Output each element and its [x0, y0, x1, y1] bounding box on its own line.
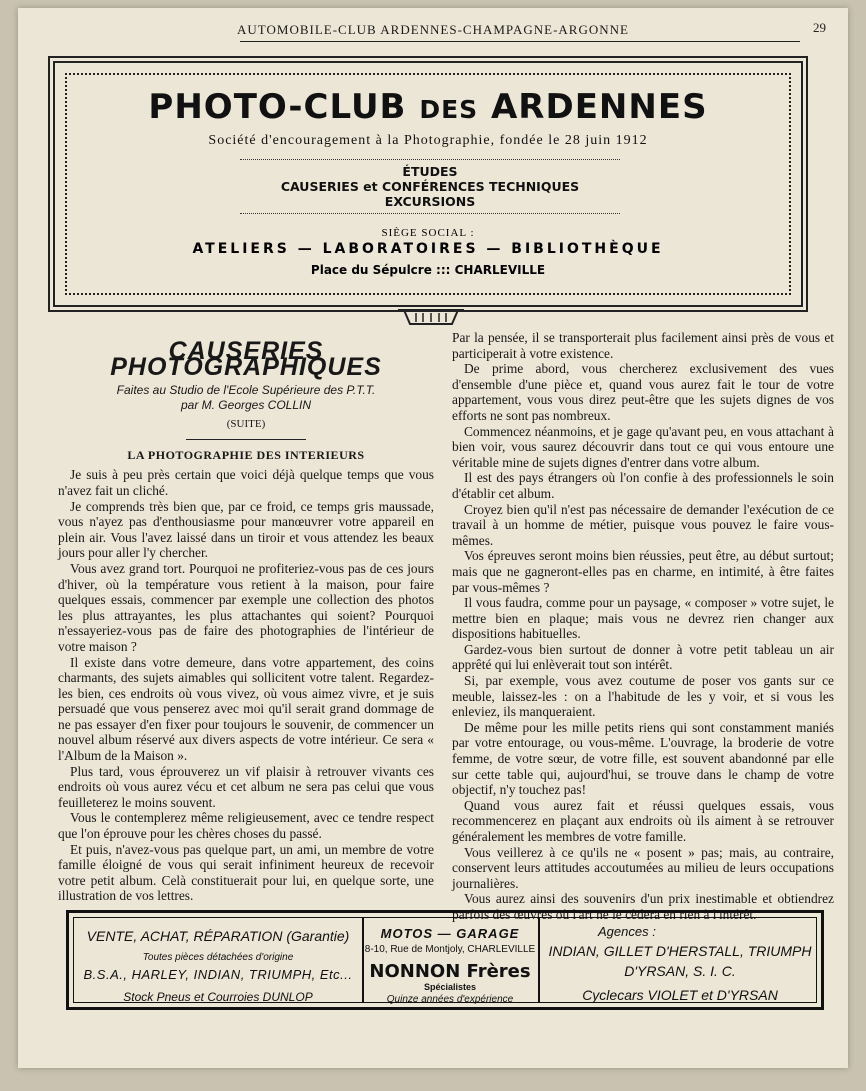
advert-mid-e: Quinze années d'expérience [386, 994, 514, 1005]
paragraph: Vous aurez ainsi des souvenirs d'un prix inestimable et obtiendrez parfois des œuvres où l'art ne le cèdera en rien à l'intérêt. [452, 891, 834, 922]
banner-title-end: ARDENNES [478, 87, 708, 127]
paragraph: Croyez bien qu'il n'est pas nécessaire de demander l'exécution de ce travail à un homme de métier, puisque vous pouvez le faire vous-mêmes. [452, 501, 834, 548]
banner-line-excursions: EXCURSIONS [384, 194, 476, 209]
advert-mid-d: Spécialistes [423, 982, 477, 992]
banner-title-des: DES [419, 95, 479, 124]
banner-line-causeries: CAUSERIES et CONFÉRENCES TECHNIQUES [280, 179, 580, 194]
banner-title [55, 87, 801, 127]
paragraph: Vos épreuves seront moins bien réussies, peut être, au début surtout; mais que ne gagneront-elles pas en charme, en intimité, à être faites par vous-mêmes ? [452, 548, 834, 595]
article-suite: (SUITE) [226, 418, 266, 431]
paragraph: Vous le contemplerez même religieusement, avec ce tendre respect que l'on éprouve pour les chères choses du passé. [58, 810, 434, 842]
advert-left-a: VENTE, ACHAT, RÉPARATION (Garantie) [86, 928, 350, 944]
banner-siege: SIÈGE SOCIAL : [381, 227, 475, 239]
garage-advert [66, 910, 824, 1010]
left-column [58, 338, 434, 904]
article-author: par M. Georges COLLIN [180, 398, 312, 413]
right-column [452, 330, 834, 923]
paragraph: Gardez-vous bien surtout de donner à votre petit tableau un air apprêté qui lui enlèverait tout son intérêt. [452, 641, 834, 673]
banner-subtitle: Société d'encouragement à la Photographie, fondée le 28 juin 1912 [208, 133, 648, 148]
paragraph: Je comprends très bien que, par ce froid, ce temps gris maussade, vous n'ayez pas d'enthousiasme pour manœuvrer votre appareil en plein air. Vous l'avez laissé dans un tiroir et vous attendez les beaux jours pour aller l'y chercher. [58, 498, 434, 561]
paragraph: Commencez néanmoins, et je gage qu'avant peu, en vous attachant à bien voir, vous saurez découvrir dans tout ce qui vous entoure une véritable mine de sujets dignes d'entrer dans votre album. [452, 423, 834, 470]
paragraph: Quand vous aurez fait et réussi quelques essais, vous recommencerez en plaçant aux endroits où ils aiment à se retrouver généralement les membres de votre famille. [452, 797, 834, 844]
paragraph: Vous avez grand tort. Pourquoi ne profiteriez-vous pas de ces jours d'hiver, où la température vous retient à la maison, pour faire quelques essais, commencer par exemple une collection des photos les plus attrayantes, les plus attachantes qui soient? Pourquoi n'essayeriez-vous pas de faire des photographies de l'intérieur de votre maison ? [58, 560, 434, 654]
section-title: LA PHOTOGRAPHIE DES INTERIEURS [127, 447, 365, 462]
page-number: 29 [813, 20, 826, 35]
paragraph: Vous veillerez à ce qu'ils ne « posent » pas; mais, au contraire, conservent leurs attitudes accoutumées au milieu de leurs occupations journalières. [452, 844, 834, 891]
advert-left-d: Stock Pneus et Courroies DUNLOP [123, 990, 313, 1004]
paragraph: Il vous faudra, comme pour un paysage, « composer » votre sujet, le mettre bien en plaque; mais vous ne devrez rien changer aux dispositions habituelles. [452, 595, 834, 642]
paragraph: Si, par exemple, vous avez coutume de poser vos gants sur ce meuble, laissez-les : on a l'habitude de les y voir, et si vous les enleviez, ils manqueraient. [452, 673, 834, 720]
banner-line-etudes: ÉTUDES [402, 164, 458, 179]
paragraph: De prime abord, vous chercherez exclusivement des vues d'ensemble d'une pièce et, quand vous aurez fait le tour de votre appartement, vous vous direz peut-être que les sujets dignes de vos efforts ne sont pas nombreux. [452, 361, 834, 423]
paragraph: Je suis à peu près certain que voici déjà quelque temps que vous n'avez fait un cliché. [58, 467, 434, 498]
paragraph: Il existe dans votre demeure, dans votre appartement, des coins charmants, des sujets aimables qui sollicitent votre talent. Regardez-les bien, ces endroits où vous vivez, où vous aimez vivre, et je suis persuadé que vous penserez avec moi qu'il serait grand dommage de ne pas essayer d'en fixer pour toujours le souvenir, de commencer un nouvel album réservé aux divers aspects de votre intérieur. Ce sera « l'Album de la Maison ». [58, 654, 434, 764]
running-header: AUTOMOBILE-CLUB ARDENNES-CHAMPAGNE-ARGONNE [237, 22, 629, 37]
advert-right-d: Cyclecars VIOLET et D'YRSAN [582, 987, 778, 1003]
paragraph: Il est des pays étrangers où l'on confie à des professionnels le soin d'établir cet album. [452, 470, 834, 501]
advert-mid-c: NONNON Frères [369, 961, 531, 982]
banner-activities [240, 159, 620, 214]
photo-club-banner [48, 56, 808, 312]
paragraph: De même pour les mille petits riens qui sont constamment maniés par votre entourage, ou vous-même. L'ouvrage, la broderie de votre femme, de votre sœur, de votre fille, est souvent abandonné par elle sur cette table qui, aujourd'hui, se trouve dans le champ de votre objectif, n'y touchez pas! [452, 719, 834, 798]
advert-right [538, 918, 822, 1002]
advert-mid-b: 8-10, Rue de Montjoly, CHARLEVILLE [364, 944, 536, 955]
advert-left-c: B.S.A., HARLEY, INDIAN, TRIUMPH, Etc... [83, 967, 353, 982]
article-faites: Faites au Studio de l'Ecole Supérieure des P.T.T. [116, 383, 376, 398]
banner-title-main: PHOTO-CLUB [148, 87, 420, 127]
paragraph: Plus tard, vous éprouverez un vif plaisir à retrouver vivants ces endroits où vous aurez vécu et cet album ne sera pas celui que vous feuilleterez le moins souvent. [58, 763, 434, 810]
article-title: CAUSERIES PHOTOGRAPHIQUES [110, 337, 382, 381]
advert-left [74, 918, 364, 1002]
advert-right-a: Agences : [598, 924, 656, 939]
advert-right-c: D'YRSAN, S. I. C. [624, 963, 736, 979]
advert-left-b: Toutes pièces détachées d'origine [142, 952, 294, 963]
article-origin [58, 383, 434, 413]
ornament-icon [396, 306, 466, 328]
title-rule [186, 439, 306, 440]
header-rule [240, 41, 800, 42]
advert-right-b: INDIAN, GILLET D'HERSTALL, TRIUMPH [548, 943, 812, 959]
advert-middle [362, 918, 540, 1005]
magazine-page [18, 8, 848, 1068]
advert-mid-a: MOTOS — GARAGE [380, 926, 520, 941]
banner-ateliers: ATELIERS — LABORATOIRES — BIBLIOTHÈQUE [192, 241, 664, 257]
banner-place: Place du Sépulcre ::: CHARLEVILLE [310, 263, 546, 277]
advert-inner-frame [73, 917, 817, 1003]
paragraph: Et puis, n'avez-vous pas quelque part, un ami, un membre de votre famille éloigné de vous qui serait infiniment heureux de recevoir votre petit album. Celà constituerait pour lui, en quelque sorte, une illustration de vos lettres. [58, 841, 434, 904]
paragraph: Par la pensée, il se transporterait plus facilement ainsi près de vous et participerait à votre existence. [452, 330, 834, 361]
